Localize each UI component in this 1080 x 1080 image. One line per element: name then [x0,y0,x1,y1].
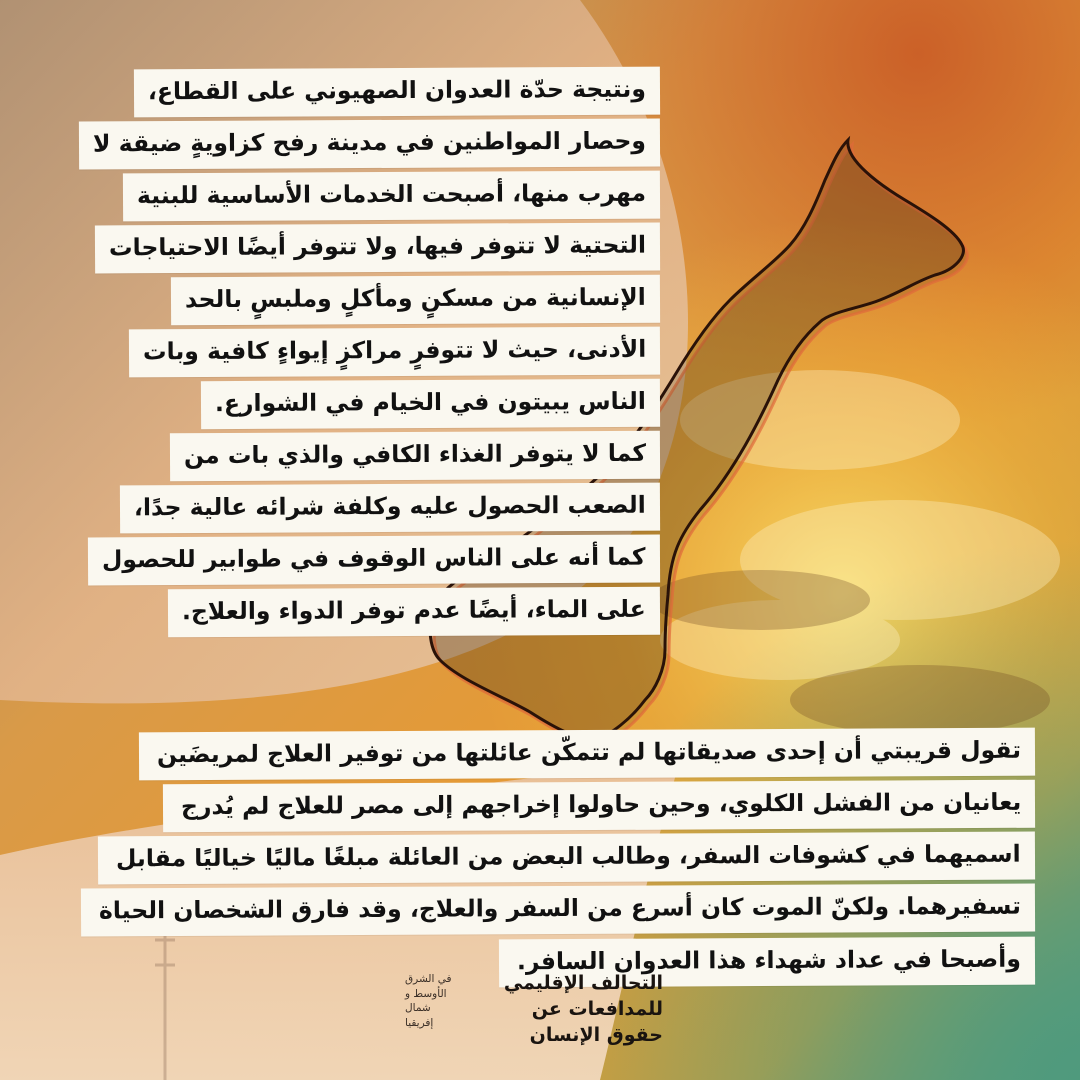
paragraph-rafah-conditions [60,68,660,640]
paragraph-line: يعانيان من الفشل الكلوي، وحين حاولوا إخراجهم إلى مصر للعلاج لم يُدرج [163,782,1035,834]
paragraph-line: تقول قريبتي أن إحدى صديقاتها لم تتمكّن عائلتها من توفير العلاج لمريضَين [139,730,1035,782]
paragraph-line: كما أنه على الناس الوقوف في طوابير للحصول [88,536,660,588]
paragraph-testimony [35,730,1035,990]
paragraph-line: وأصبحا في عداد شهداء هذا العدوان السافر. [499,938,1035,990]
logo-main-text: التحالف الإقليمي للمدافعات عن حقوق الإنسان [503,972,663,1046]
logo-region-text: في الشرق الأوسط و شمال إفريقيا [405,973,452,1029]
paragraph-line: التحتية لا تتوفر فيها، ولا تتوفر أيضًا الاحتياجات [95,224,660,276]
paragraph-line: مهرب منها، أصبحت الخدمات الأساسية للبنية [123,172,660,224]
paragraph-line: على الماء، أيضًا عدم توفر الدواء والعلاج. [168,588,660,640]
paragraph-line: ونتيجة حدّة العدوان الصهيوني على القطاع، [134,68,660,120]
paragraph-line: اسميهما في كشوفات السفر، وطالب البعض من العائلة مبلغًا ماليًا خياليًا مقابل [98,834,1035,886]
paragraph-line: وحصار المواطنين في مدينة رفح كزاويةٍ ضيقة لا [79,120,660,172]
paragraph-line: تسفيرهما. ولكنّ الموت كان أسرع من السفر والعلاج، وقد فارق الشخصان الحياة [81,886,1035,938]
paragraph-line: الأدنى، حيث لا تتوفرٍ مراكزٍ إيواءٍ كافية وبات [129,328,660,380]
paragraph-line: الإنسانية من مسكنٍ ومأكلٍ وملبسٍ بالحد [171,276,660,328]
paragraph-line: الصعب الحصول عليه وكلفة شرائه عالية جدًا، [120,484,660,536]
paragraph-line: الناس يبيتون في الخيام في الشوارع. [201,380,660,432]
coalition-logo [405,970,675,1050]
paragraph-line: كما لا يتوفر الغذاء الكافي والذي بات من [170,432,660,484]
